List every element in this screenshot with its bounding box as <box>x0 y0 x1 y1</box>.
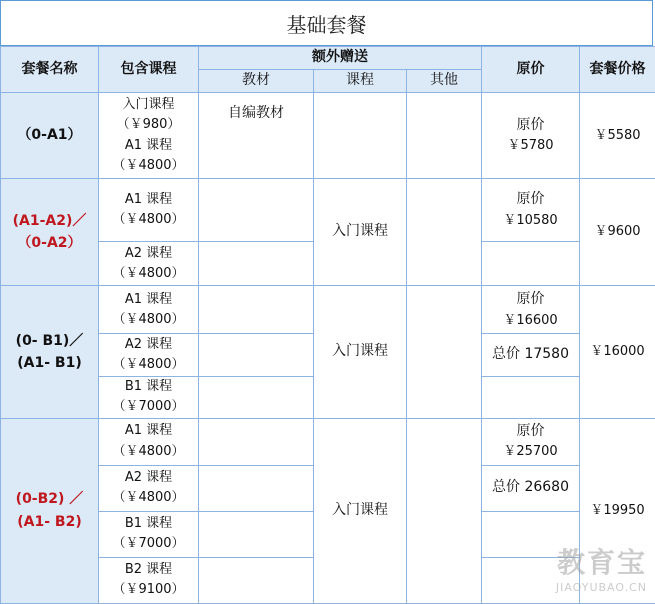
course-name: B1 课程 <box>124 516 173 532</box>
header-extra-gift: 额外赠送 <box>199 47 482 70</box>
course-price: （￥4800） <box>112 443 185 459</box>
package-name-0-b2 <box>1 418 99 603</box>
textbook-cell <box>199 179 314 242</box>
original-price-cell <box>482 376 580 418</box>
package-name-line: (0- B1)／ <box>15 332 84 349</box>
header-package-name: 套餐名称 <box>1 47 99 93</box>
course-price: （￥4800） <box>112 357 185 372</box>
course-cell <box>99 286 199 334</box>
original-price-label: 原价 <box>516 291 545 308</box>
header-original-price: 原价 <box>482 47 580 93</box>
package-name-line: (A1-A2)／ <box>12 212 87 229</box>
other-cell <box>407 179 482 286</box>
package-price-cell: ￥16000 <box>580 286 655 418</box>
package-price-cell: ￥9600 <box>580 179 655 286</box>
course-cell <box>99 465 199 511</box>
table-row <box>1 418 655 465</box>
course-name: A2 课程 <box>124 245 173 261</box>
textbook-cell <box>199 418 314 465</box>
package-name-a1-a2 <box>1 179 99 286</box>
course-price: （￥7000） <box>112 399 185 415</box>
course-name: A1 课程 <box>124 291 173 307</box>
package-name-0-b1 <box>1 286 99 418</box>
header-textbook: 教材 <box>199 70 314 93</box>
gift-course-cell: 入门课程 <box>314 418 407 603</box>
original-price-label: 原价 <box>516 191 545 208</box>
course-price: （￥4800） <box>112 212 185 228</box>
course-cell <box>99 242 199 286</box>
course-price: （￥7000） <box>112 536 185 552</box>
course-cell <box>99 334 199 376</box>
course-cell <box>99 179 199 242</box>
course-price: （￥980） <box>116 117 181 133</box>
header-other: 其他 <box>407 70 482 93</box>
course-name: B2 课程 <box>124 562 173 578</box>
package-name-text: （0-A1） <box>17 127 82 144</box>
package-price-cell: ￥5580 <box>580 93 655 179</box>
watermark-brand: 教育宝 <box>556 546 647 579</box>
header-course: 课程 <box>314 70 407 93</box>
course-cell <box>99 511 199 557</box>
course-price: （￥4800） <box>112 311 185 327</box>
watermark-logo <box>556 541 647 594</box>
original-price-cell <box>482 286 580 334</box>
textbook-cell <box>199 242 314 286</box>
course-name: A1 课程 <box>124 192 173 208</box>
textbook-cell: 自编教材 <box>199 93 314 179</box>
course-name: 入门课程 <box>122 97 175 113</box>
package-price-cell: ￥19950 <box>580 418 655 603</box>
other-cell <box>407 286 482 418</box>
gift-course-cell: 入门课程 <box>314 286 407 418</box>
textbook-cell <box>199 511 314 557</box>
course-name: A2 课程 <box>124 336 173 352</box>
package-name-line: (A1- B1) <box>17 354 82 371</box>
gift-course-cell <box>314 93 407 179</box>
package-table <box>0 46 655 604</box>
watermark-url: JIAOYUBAO.CN <box>555 581 647 594</box>
package-name-line: （0-A2） <box>17 235 82 252</box>
course-cell <box>99 557 199 603</box>
original-price-cell <box>482 179 580 242</box>
course-cell <box>99 376 199 418</box>
course-cell <box>99 93 199 179</box>
original-price-value: ￥5780 <box>507 138 554 154</box>
total-price-cell: 总价 17580 <box>482 334 580 376</box>
textbook-cell <box>199 557 314 603</box>
textbook-cell <box>199 286 314 334</box>
other-cell <box>407 418 482 603</box>
course-name: A1 课程 <box>124 137 173 153</box>
table-title: 基础套餐 <box>0 0 653 46</box>
original-price-cell <box>482 242 580 286</box>
other-cell <box>407 93 482 179</box>
original-price-cell <box>482 418 580 465</box>
course-name: B1 课程 <box>124 378 173 394</box>
package-name-0-a1 <box>1 93 99 179</box>
original-price-value: ￥25700 <box>503 444 558 460</box>
course-price: （￥4800） <box>112 157 185 173</box>
course-name: A2 课程 <box>124 470 173 486</box>
original-price-label: 原价 <box>516 116 545 133</box>
table-row <box>1 179 655 242</box>
header-courses: 包含课程 <box>99 47 199 93</box>
table-row <box>1 93 655 179</box>
textbook-cell <box>199 465 314 511</box>
course-price: （￥4800） <box>112 490 185 506</box>
textbook-cell <box>199 334 314 376</box>
original-price-value: ￥10580 <box>503 213 558 229</box>
original-price-value: ￥16600 <box>503 312 558 328</box>
header-package-price: 套餐价格 <box>580 47 655 93</box>
course-name: A1 课程 <box>124 423 173 439</box>
course-cell <box>99 418 199 465</box>
course-price: （￥9100） <box>112 582 185 598</box>
total-price-cell: 总价 26680 <box>482 465 580 511</box>
package-name-line: (A1- B2) <box>17 513 82 530</box>
gift-course-cell: 入门课程 <box>314 179 407 286</box>
table-row <box>1 286 655 334</box>
package-name-line: (0-B2) ／ <box>15 491 84 508</box>
textbook-cell <box>199 376 314 418</box>
course-price: （￥4800） <box>112 265 185 281</box>
original-price-cell <box>482 93 580 179</box>
original-price-label: 原价 <box>516 422 545 439</box>
